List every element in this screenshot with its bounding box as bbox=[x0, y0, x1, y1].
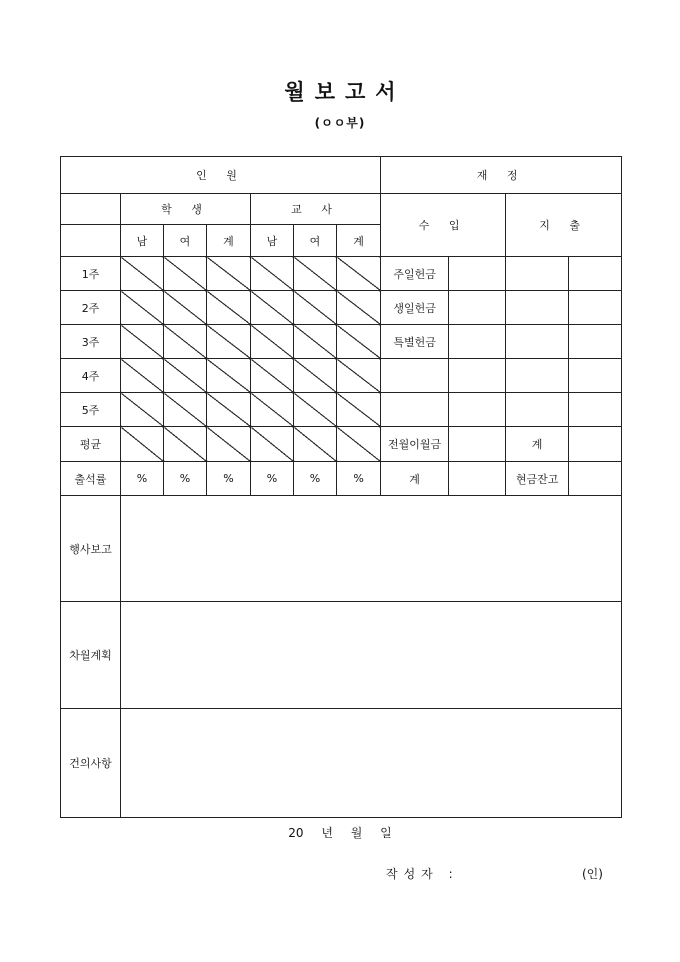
diagonal-cell[interactable] bbox=[121, 257, 164, 291]
week-label: 4주 bbox=[61, 359, 121, 393]
diagonal-cell[interactable] bbox=[121, 359, 164, 393]
seal-mark: (인) bbox=[582, 867, 603, 881]
diagonal-cell[interactable] bbox=[337, 325, 381, 359]
diagonal-cell[interactable] bbox=[121, 427, 164, 462]
teacher-female-header: 여 bbox=[294, 225, 337, 257]
finance-header: 재 정 bbox=[381, 157, 622, 194]
diagonal-cell[interactable] bbox=[337, 427, 381, 462]
income-item-label: 주일헌금 bbox=[381, 257, 449, 291]
expense-amount-cell[interactable] bbox=[569, 257, 622, 291]
income-amount-cell[interactable] bbox=[449, 359, 506, 393]
expense-item-cell[interactable] bbox=[506, 359, 569, 393]
cash-balance-label: 현금잔고 bbox=[506, 462, 569, 496]
suggestions-field[interactable] bbox=[121, 709, 622, 818]
week-label: 1주 bbox=[61, 257, 121, 291]
diagonal-cell[interactable] bbox=[164, 359, 207, 393]
diagonal-cell[interactable] bbox=[251, 359, 294, 393]
income-header: 수 입 bbox=[381, 194, 506, 257]
percent-cell[interactable]: % bbox=[164, 462, 207, 496]
diagonal-cell[interactable] bbox=[294, 427, 337, 462]
teacher-total-header: 계 bbox=[337, 225, 381, 257]
income-total-amount-cell[interactable] bbox=[449, 462, 506, 496]
attendance-row bbox=[61, 462, 622, 496]
diagonal-cell[interactable] bbox=[121, 325, 164, 359]
next-month-plan-field[interactable] bbox=[121, 602, 622, 709]
diagonal-cell[interactable] bbox=[251, 325, 294, 359]
expense-header: 지 출 bbox=[506, 194, 622, 257]
diagonal-cell[interactable] bbox=[207, 257, 251, 291]
week-label: 3주 bbox=[61, 325, 121, 359]
diagonal-cell[interactable] bbox=[294, 257, 337, 291]
personnel-header: 인 원 bbox=[61, 157, 381, 194]
author-label: 작성자 : bbox=[386, 867, 459, 881]
week-label: 5주 bbox=[61, 393, 121, 427]
report-date[interactable]: 20 년 월 일 bbox=[288, 826, 392, 840]
income-item-label[interactable] bbox=[381, 393, 449, 427]
diagonal-cell[interactable] bbox=[164, 257, 207, 291]
diagonal-cell[interactable] bbox=[121, 291, 164, 325]
suggestions-row bbox=[61, 709, 622, 818]
header-row-2 bbox=[61, 194, 622, 225]
diagonal-cell[interactable] bbox=[294, 291, 337, 325]
diagonal-cell[interactable] bbox=[337, 393, 381, 427]
diagonal-cell[interactable] bbox=[164, 427, 207, 462]
student-male-header: 남 bbox=[121, 225, 164, 257]
income-total-label: 계 bbox=[381, 462, 449, 496]
header-row-1 bbox=[61, 157, 622, 194]
diagonal-cell[interactable] bbox=[207, 427, 251, 462]
expense-amount-cell[interactable] bbox=[569, 393, 622, 427]
monthly-report-table bbox=[60, 156, 622, 818]
expense-amount-cell[interactable] bbox=[569, 291, 622, 325]
diagonal-cell[interactable] bbox=[337, 291, 381, 325]
attendance-rate-label: 출석률 bbox=[61, 462, 121, 496]
prev-month-carryover-label: 전월이월금 bbox=[381, 427, 449, 462]
diagonal-cell[interactable] bbox=[207, 393, 251, 427]
suggestions-label: 건의사항 bbox=[61, 709, 121, 818]
student-total-header: 계 bbox=[207, 225, 251, 257]
week-label: 2주 bbox=[61, 291, 121, 325]
expense-total-label: 계 bbox=[506, 427, 569, 462]
blank-corner-cell bbox=[61, 194, 121, 225]
income-item-label: 특별헌금 bbox=[381, 325, 449, 359]
percent-cell[interactable]: % bbox=[251, 462, 294, 496]
next-month-plan-row bbox=[61, 602, 622, 709]
diagonal-cell[interactable] bbox=[294, 359, 337, 393]
week-row bbox=[61, 325, 622, 359]
diagonal-cell[interactable] bbox=[251, 291, 294, 325]
expense-amount-cell[interactable] bbox=[569, 325, 622, 359]
event-report-label: 행사보고 bbox=[61, 496, 121, 602]
income-amount-cell[interactable] bbox=[449, 257, 506, 291]
week-row bbox=[61, 359, 622, 393]
expense-item-cell[interactable] bbox=[506, 325, 569, 359]
percent-cell[interactable]: % bbox=[121, 462, 164, 496]
income-amount-cell[interactable] bbox=[449, 325, 506, 359]
diagonal-cell[interactable] bbox=[337, 359, 381, 393]
student-female-header: 여 bbox=[164, 225, 207, 257]
income-item-label[interactable] bbox=[381, 359, 449, 393]
prev-month-amount-cell[interactable] bbox=[449, 427, 506, 462]
expense-amount-cell[interactable] bbox=[569, 359, 622, 393]
diagonal-cell[interactable] bbox=[207, 359, 251, 393]
diagonal-cell[interactable] bbox=[294, 393, 337, 427]
week-row bbox=[61, 257, 622, 291]
expense-item-cell[interactable] bbox=[506, 393, 569, 427]
event-report-row bbox=[61, 496, 622, 602]
diagonal-cell[interactable] bbox=[251, 257, 294, 291]
average-label: 평균 bbox=[61, 427, 121, 462]
expense-total-amount-cell[interactable] bbox=[569, 427, 622, 462]
blank-corner-cell bbox=[61, 225, 121, 257]
next-month-plan-label: 차월계획 bbox=[61, 602, 121, 709]
teacher-male-header: 남 bbox=[251, 225, 294, 257]
diagonal-cell[interactable] bbox=[164, 291, 207, 325]
diagonal-cell[interactable] bbox=[164, 393, 207, 427]
expense-item-cell[interactable] bbox=[506, 291, 569, 325]
percent-cell[interactable]: % bbox=[337, 462, 381, 496]
income-amount-cell[interactable] bbox=[449, 393, 506, 427]
diagonal-cell[interactable] bbox=[207, 291, 251, 325]
week-row bbox=[61, 393, 622, 427]
department-subtitle: (ㅇㅇ부) bbox=[314, 116, 366, 130]
percent-cell[interactable]: % bbox=[207, 462, 251, 496]
expense-item-cell[interactable] bbox=[506, 257, 569, 291]
cash-balance-amount-cell[interactable] bbox=[569, 462, 622, 496]
diagonal-cell[interactable] bbox=[337, 257, 381, 291]
diagonal-cell[interactable] bbox=[121, 393, 164, 427]
income-item-label: 생일헌금 bbox=[381, 291, 449, 325]
average-row bbox=[61, 427, 622, 462]
teachers-header: 교 사 bbox=[251, 194, 381, 225]
income-amount-cell[interactable] bbox=[449, 291, 506, 325]
event-report-field[interactable] bbox=[121, 496, 622, 602]
diagonal-cell[interactable] bbox=[251, 393, 294, 427]
diagonal-cell[interactable] bbox=[207, 325, 251, 359]
week-row bbox=[61, 291, 622, 325]
percent-cell[interactable]: % bbox=[294, 462, 337, 496]
diagonal-cell[interactable] bbox=[294, 325, 337, 359]
page-title: 월보고서 bbox=[284, 79, 406, 104]
diagonal-cell[interactable] bbox=[164, 325, 207, 359]
students-header: 학 생 bbox=[121, 194, 251, 225]
diagonal-cell[interactable] bbox=[251, 427, 294, 462]
